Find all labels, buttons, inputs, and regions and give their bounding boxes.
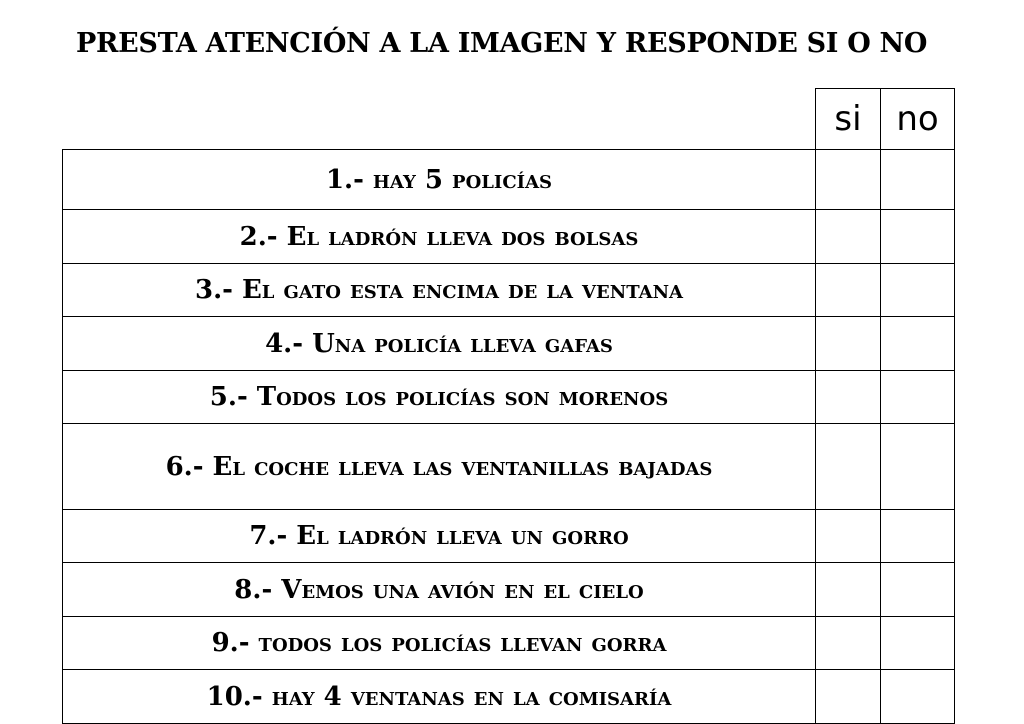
answer-cell-si[interactable] [816, 563, 881, 617]
answer-cell-si[interactable] [816, 424, 881, 510]
table-row [63, 317, 955, 371]
column-header-si: si [816, 89, 881, 150]
table-row [63, 210, 955, 264]
answer-cell-no[interactable] [881, 317, 955, 371]
table-row [63, 424, 955, 510]
table-row [63, 617, 955, 670]
question-text: 9.- todos los policías llevan gorra [63, 617, 816, 670]
answer-cell-si[interactable] [816, 670, 881, 724]
question-text: 3.- El gato esta encima de la ventana [63, 264, 816, 317]
table-row [63, 264, 955, 317]
answer-cell-no[interactable] [881, 424, 955, 510]
answer-cell-no[interactable] [881, 510, 955, 563]
answer-cell-si[interactable] [816, 317, 881, 371]
table-row [63, 150, 955, 210]
answer-cell-no[interactable] [881, 670, 955, 724]
question-text: 7.- El ladrón lleva un gorro [63, 510, 816, 563]
answer-cell-si[interactable] [816, 617, 881, 670]
question-text: 2.- El ladrón lleva dos bolsas [63, 210, 816, 264]
answer-cell-no[interactable] [881, 150, 955, 210]
answer-cell-si[interactable] [816, 210, 881, 264]
table-row [63, 371, 955, 424]
question-text: 6.- El coche lleva las ventanillas bajadas [63, 424, 816, 510]
table-row [63, 510, 955, 563]
question-text: 1.- hay 5 policías [63, 150, 816, 210]
answer-cell-no[interactable] [881, 210, 955, 264]
question-text: 5.- Todos los policías son morenos [63, 371, 816, 424]
page-title: PRESTA ATENCIÓN A LA IMAGEN Y RESPONDE SI O NO [76, 28, 928, 59]
question-text: 10.- hay 4 ventanas en la comisaría [63, 670, 816, 724]
table-header-row [63, 89, 955, 150]
column-header-no: no [881, 89, 955, 150]
answer-cell-no[interactable] [881, 371, 955, 424]
table-row [63, 670, 955, 724]
answer-cell-si[interactable] [816, 150, 881, 210]
answer-cell-no[interactable] [881, 563, 955, 617]
question-text: 8.- Vemos una avión en el cielo [63, 563, 816, 617]
question-table [62, 88, 955, 724]
header-blank-cell [63, 89, 816, 150]
answer-cell-no[interactable] [881, 617, 955, 670]
table-row [63, 563, 955, 617]
answer-cell-si[interactable] [816, 510, 881, 563]
answer-cell-si[interactable] [816, 371, 881, 424]
question-text: 4.- Una policía lleva gafas [63, 317, 816, 371]
answer-cell-si[interactable] [816, 264, 881, 317]
answer-cell-no[interactable] [881, 264, 955, 317]
